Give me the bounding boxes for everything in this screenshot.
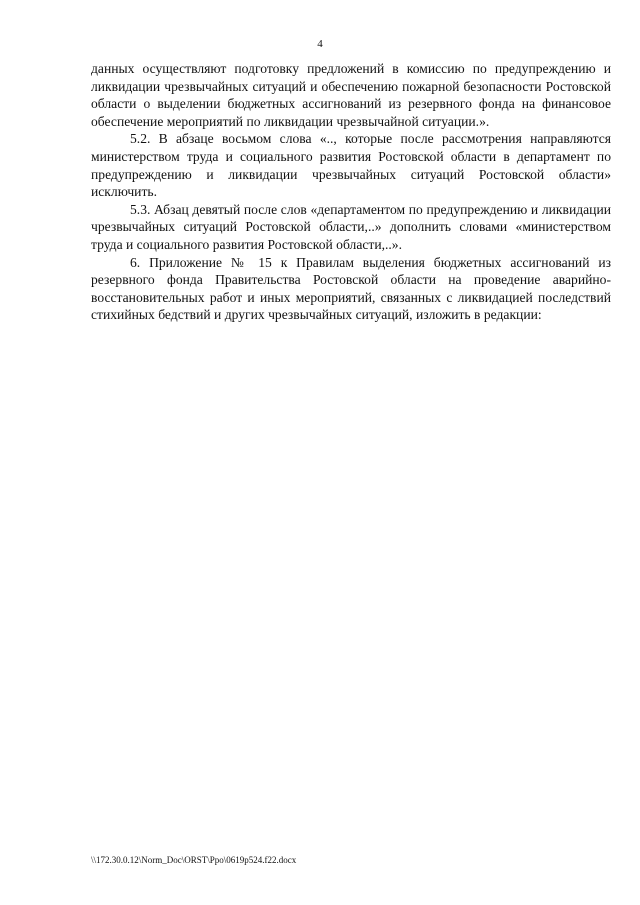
paragraph-item-5-2: 5.2. В абзаце восьмом слова «.., которые после рассмотрения направляются министерством труда и социального развития Ростовской области в департамент по предупреждению и ликвидации чрезвычайных ситуаций Ростовской области» исключить. [91,131,611,200]
paragraph-continuation: данных осуществляют подготовку предложений в комиссию по предупреждению и ликвидации чрезвычайных ситуаций и обеспечению пожарной безопасности Ростовской области о выделении бюджетных ассигнований из резервного фонда на финансовое обеспечение мероприятий по ликвидации чрезвычайной ситуации.». [91,61,611,129]
document-body [91,60,611,324]
paragraph-item-6: 6. Приложение № 15 к Правилам выделения бюджетных ассигнований из резервного фонда Правительства Ростовской области на проведение аварийно-восстановительных работ и иных мероприятий, связанных с ликвидацией последствий стихийных бедствий и других чрезвычайных ситуаций, изложить в редакции: [91,254,611,323]
footer-file-path: \\172.30.0.12\Norm_Doc\ORST\Ppo\0619p524.f22.docx [91,855,297,865]
page-number: 4 [317,38,323,50]
paragraph-item-5-3: 5.3. Абзац девятый после слов «департаментом по предупреждению и ликвидации чрезвычайных ситуаций Ростовской области,..» дополнить словами «министерством труда и социального развития Ростовской области,..». [91,201,611,252]
